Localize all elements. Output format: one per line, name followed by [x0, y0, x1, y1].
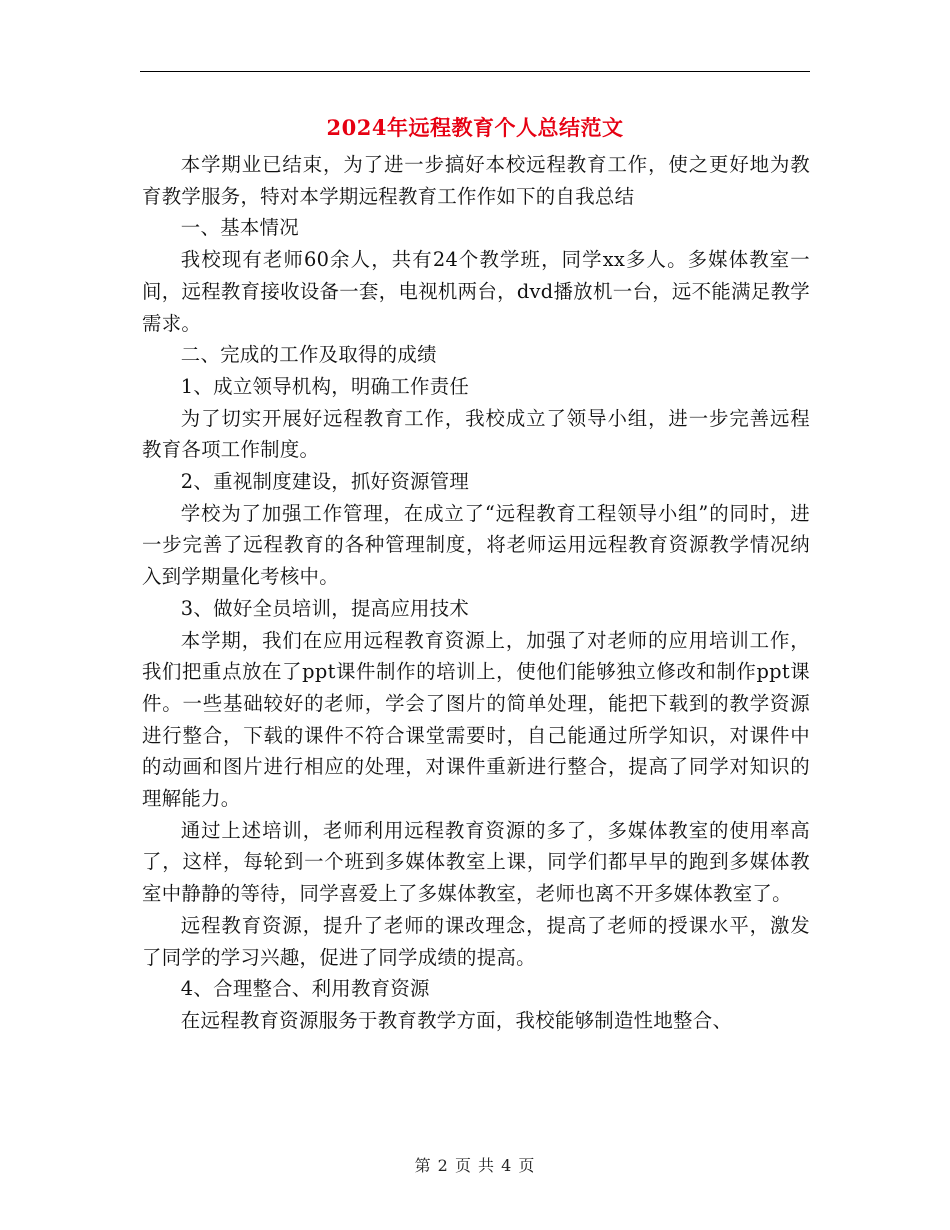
subheading-training: 3、做好全员培训，提高应用技术 — [180, 596, 470, 620]
paragraph-system-building: 学校为了加强工作管理，在成立了“远程教育工程领导小组”的同时，进一步完善了远程教育的各种管理制度，将老师运用远程教育资源教学情况纳入到学期量化考核中。 — [142, 501, 810, 589]
paragraph-intro: 本学期业已结束，为了进一步搞好本校远程教育工作，使之更好地为教育教学服务，特对本学期远程教育工作作如下的自我总结 — [142, 153, 810, 208]
subheading-leadership: 1、成立领导机构，明确工作责任 — [180, 374, 470, 398]
paragraph-leadership: 为了切实开展好远程教育工作，我校成立了领导小组，进一步完善远程教育各项工作制度。 — [142, 406, 810, 462]
paragraph-resource-impact: 远程教育资源，提升了老师的课改理念，提高了老师的授课水平，激发了同学的学习兴趣，促进了同学成绩的提高。 — [142, 913, 810, 969]
heading-work-achievements: 二、完成的工作及取得的成绩 — [180, 343, 437, 367]
document-body — [142, 149, 810, 1037]
subheading-system-building: 2、重视制度建设，抓好资源管理 — [180, 470, 470, 494]
paragraph-training-results: 通过上述培训，老师利用远程教育资源的多了，多媒体教室的使用率高了，这样，每轮到一个班到多媒体教室上课，同学们都早早的跑到多媒体教室中静静的等待，同学喜爱上了多媒体教室，老师也离不开多媒体教室了。 — [142, 818, 810, 906]
document-title: 2024年远程教育个人总结范文 — [326, 115, 624, 140]
paragraph-training: 本学期，我们在应用远程教育资源上，加强了对老师的应用培训工作，我们把重点放在了ppt课件制作的培训上，使他们能够独立修改和制作ppt课件。一些基础较好的老师，学会了图片的简单处理，能把下载到的教学资源进行整合，下载的课件不符合课堂需要时，自己能通过所学知识，对课件中的动画和图片进行相应的处理，对课件重新进行整合，提高了同学对知识的理解能力。 — [142, 628, 810, 811]
subheading-resource-integration: 4、合理整合、利用教育资源 — [180, 977, 430, 1001]
heading-basic-situation: 一、基本情况 — [180, 216, 299, 240]
page-number: 第 2 页 共 4 页 — [414, 1156, 536, 1175]
header-rule — [140, 71, 810, 72]
paragraph-resource-integration: 在远程教育资源服务于教育教学方面，我校能够制造性地整合、 — [180, 1008, 733, 1032]
paragraph-basic-situation: 我校现有老师60余人，共有24个教学班，同学xx多人。多媒体教室一间，远程教育接收设备一套，电视机两台，dvd播放机一台，远不能满足教学需求。 — [142, 248, 810, 335]
